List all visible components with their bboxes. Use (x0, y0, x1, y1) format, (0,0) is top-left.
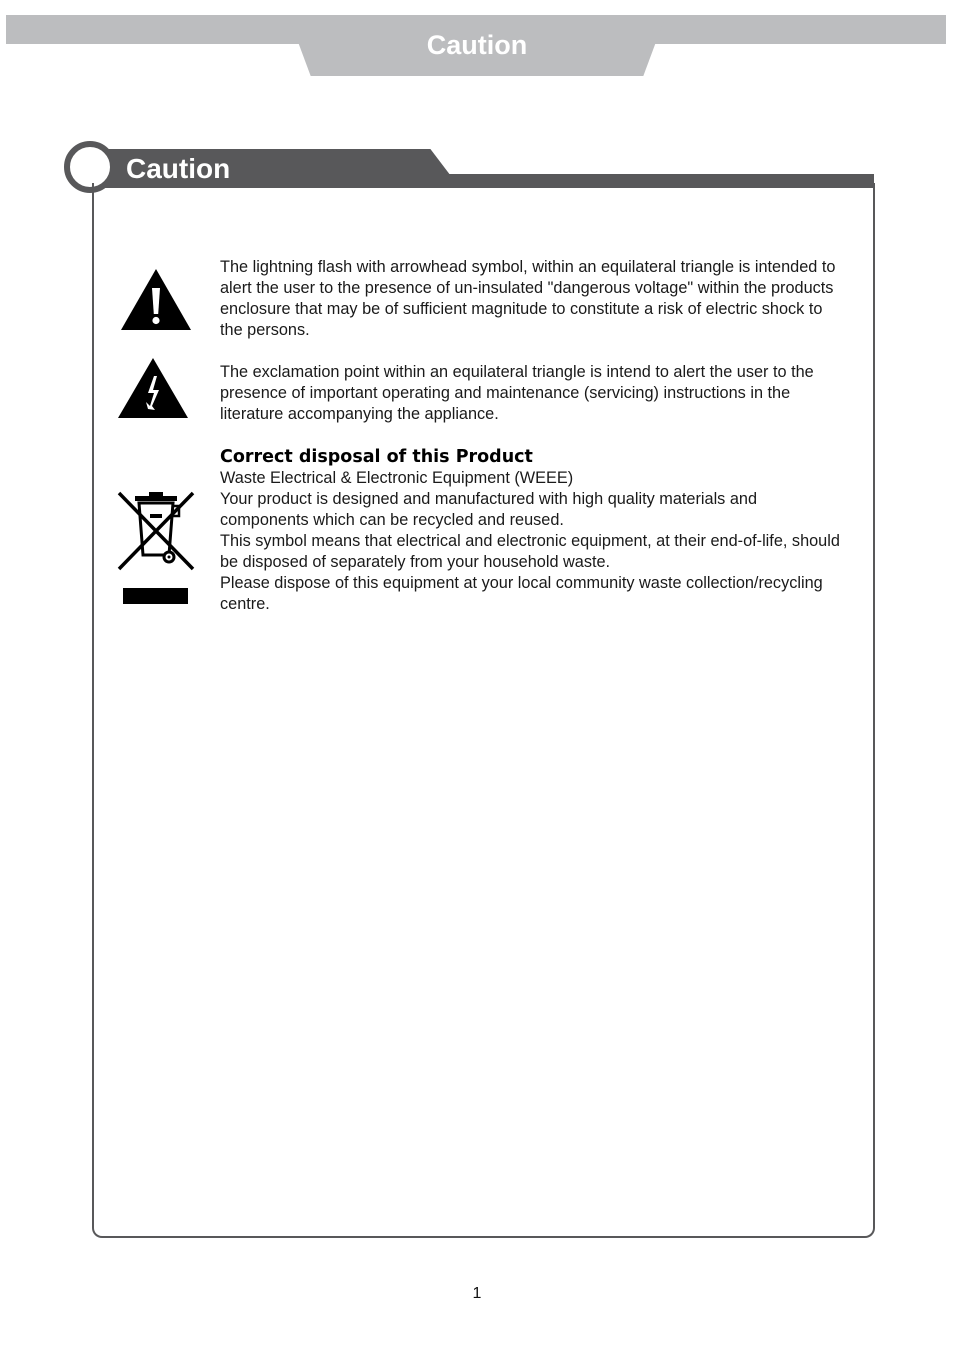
disposal-line: Please dispose of this equipment at your local community waste collection/recycling centre. (220, 574, 823, 613)
disposal-section (220, 447, 845, 615)
lightning-warning-text: The lightning flash with arrowhead symbol, within an equilateral triangle is intended to alert the user to the presence of un-insulated "dangerous voltage" within the products enclosure that may be of sufficient magnitude to constitute a risk of electric shock to the persons. (220, 258, 836, 339)
exclamation-warning-paragraph (220, 362, 845, 425)
exclamation-warning-text: The exclamation point within an equilateral triangle is intend to alert the user to the presence of important operating and maintenance (servicing) instructions in the literature accompanying the appliance. (220, 363, 814, 423)
exclamation-triangle-icon (120, 268, 192, 331)
disposal-heading: Correct disposal of this Product (220, 447, 533, 467)
page-number: 1 (472, 1285, 482, 1302)
disposal-line: Your product is designed and manufactured with high quality materials and components which can be recycled and reused. (220, 490, 758, 529)
disposal-line: Waste Electrical & Electronic Equipment (WEEE) (220, 469, 574, 487)
banner-title: Caution (426, 30, 528, 60)
lightning-warning-paragraph (220, 257, 845, 341)
content-frame (92, 183, 875, 1238)
disposal-line: This symbol means that electrical and electronic equipment, at their end-of-life, should be disposed of separately from your household waste. (220, 532, 840, 571)
weee-crossed-bin-icon (116, 490, 196, 606)
lightning-triangle-icon (117, 357, 189, 419)
section-title: Caution (126, 153, 231, 184)
